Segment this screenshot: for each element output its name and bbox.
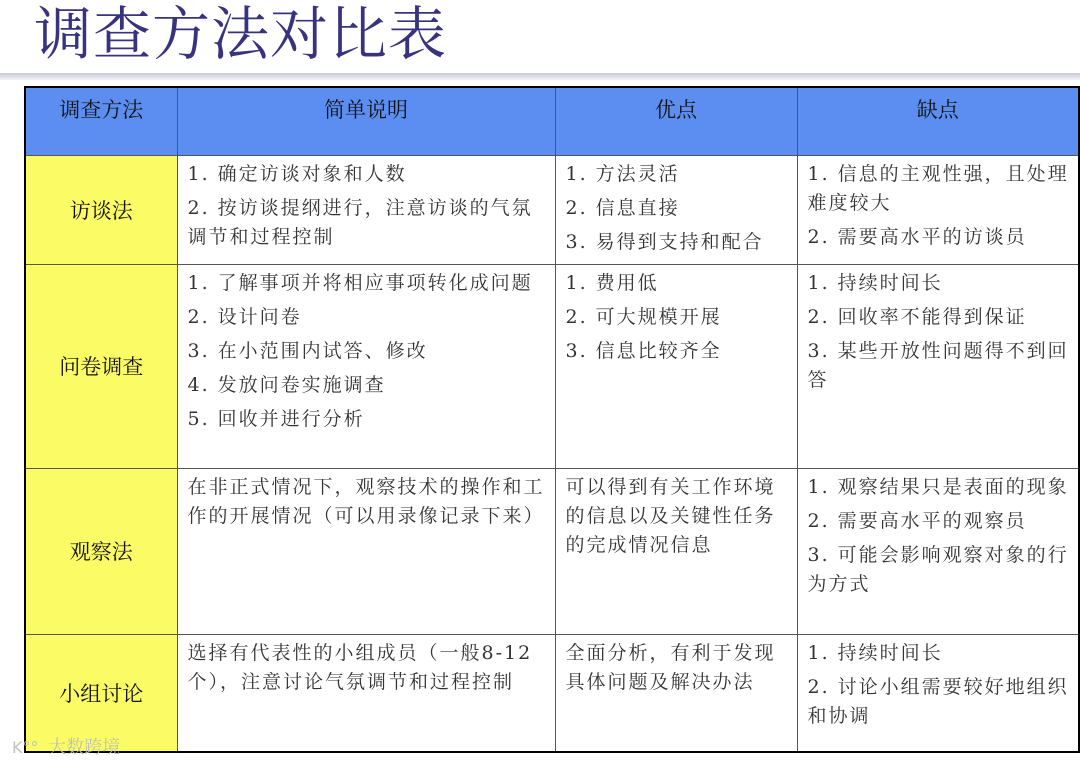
method-cell: 小组讨论 — [25, 634, 177, 752]
table-row — [25, 468, 1079, 634]
cons-line: 1. 信息的主观性强，且处理难度较大 — [807, 162, 1069, 214]
description-line: 在非正式情况下，观察技术的操作和工作的开展情况（可以用录像记录下来） — [187, 475, 545, 527]
cons-line: 2. 需要高水平的访谈员 — [807, 225, 1027, 248]
pros-line: 2. 可大规模开展 — [565, 305, 722, 328]
cons-cell — [797, 155, 1079, 264]
comparison-table-container — [24, 86, 1080, 753]
cons-cell — [797, 264, 1079, 468]
cons-line: 2. 回收率不能得到保证 — [807, 305, 1027, 328]
pros-cell — [555, 468, 797, 634]
description-line: 2. 按访谈提纲进行，注意访谈的气氛调节和过程控制 — [187, 196, 533, 248]
method-cell: 观察法 — [25, 468, 177, 634]
table-header-row — [25, 87, 1079, 155]
description-cell — [177, 468, 555, 634]
pros-line: 3. 信息比较齐全 — [565, 339, 722, 362]
table-row — [25, 264, 1079, 468]
pros-line: 全面分析，有利于发现具体问题及解决办法 — [565, 641, 776, 693]
description-line: 1. 确定访谈对象和人数 — [187, 162, 407, 185]
cons-line: 1. 观察结果只是表面的现象 — [807, 475, 1069, 498]
cons-cell — [797, 634, 1079, 752]
description-cell — [177, 155, 555, 264]
description-line: 5. 回收并进行分析 — [187, 407, 365, 430]
description-line: 4. 发放问卷实施调查 — [187, 373, 386, 396]
pros-line: 3. 易得到支持和配合 — [565, 230, 764, 253]
table-body — [25, 155, 1079, 752]
description-line: 选择有代表性的小组成员（一般8-12个），注意讨论气氛调节和过程控制 — [187, 641, 533, 693]
watermark-logo-icon: K°° — [12, 738, 39, 757]
pros-cell — [555, 634, 797, 752]
cons-line: 1. 持续时间长 — [807, 641, 943, 664]
table-row — [25, 634, 1079, 752]
watermark — [12, 733, 120, 759]
description-cell — [177, 264, 555, 468]
pros-line: 可以得到有关工作环境的信息以及关键性任务的完成情况信息 — [565, 475, 776, 556]
header-description: 简单说明 — [177, 87, 555, 155]
pros-line: 2. 信息直接 — [565, 196, 680, 219]
description-cell — [177, 634, 555, 752]
pros-cell — [555, 264, 797, 468]
pros-line: 1. 方法灵活 — [565, 162, 680, 185]
description-line: 2. 设计问卷 — [187, 305, 302, 328]
description-line: 1. 了解事项并将相应事项转化成问题 — [187, 271, 533, 294]
cons-line: 2. 讨论小组需要较好地组织和协调 — [807, 675, 1069, 727]
header-pros: 优点 — [555, 87, 797, 155]
header-cons: 缺点 — [797, 87, 1079, 155]
method-cell: 访谈法 — [25, 155, 177, 264]
cons-line: 2. 需要高水平的观察员 — [807, 509, 1027, 532]
header-method: 调查方法 — [25, 87, 177, 155]
method-cell: 问卷调查 — [25, 264, 177, 468]
page-title: 调查方法对比表 — [34, 0, 448, 68]
description-line: 3. 在小范围内试答、修改 — [187, 339, 428, 362]
cons-cell — [797, 468, 1079, 634]
watermark-text: 大数跨境 — [48, 737, 121, 758]
cons-line: 1. 持续时间长 — [807, 271, 943, 294]
comparison-table — [24, 86, 1080, 753]
pros-cell — [555, 155, 797, 264]
cons-line: 3. 某些开放性问题得不到回答 — [807, 339, 1069, 391]
pros-line: 1. 费用低 — [565, 271, 659, 294]
table-row — [25, 155, 1079, 264]
title-divider — [0, 73, 1080, 80]
cons-line: 3. 可能会影响观察对象的行为方式 — [807, 543, 1069, 595]
